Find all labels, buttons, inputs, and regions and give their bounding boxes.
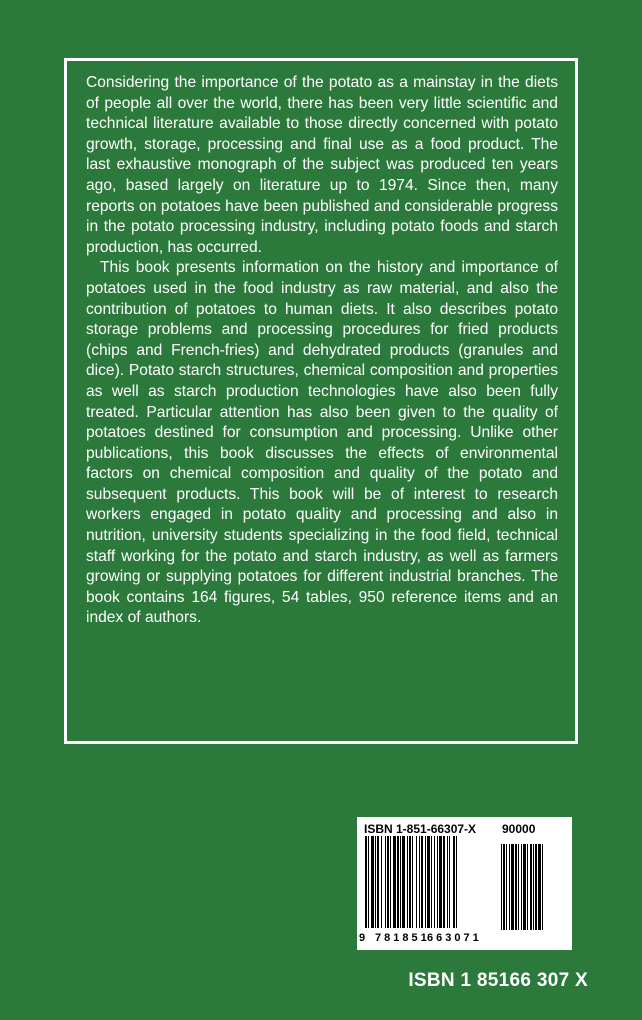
isbn-footer: ISBN 1 85166 307 X [408,970,588,991]
barcode-digit-first: 9 [359,932,366,944]
blurb-paragraph-1: Considering the importance of the potato as a mainstay in the diets of people all over the world, there has been very little scientific and technical literature available to those directly concerned with potato growth, storage, processing and final use as a food product. The last exhaustive monograph of the subject was produced ten years ago, based largely on literature up to 1974. Since then, many reports on potatoes have been published and considerable progress in the potato processing industry, including potato foods and starch production, has occurred. [86,74,558,256]
blurb-paragraph-2: This book presents information on the history and importance of potatoes used in the food industry as raw material, and also the contribution of potatoes to human diets. It also describes potato storage problems and processing procedures for fried products (chips and French-fries) and dehydrated products (granules and dice). Potato starch structures, chemical composition and properties as well as starch production technologies have also been fully treated. Particular attention has also been given to the quality of potatoes destined for consumption and processing. Unlike other publications, this book discusses the effects of environmental factors on chemical composition and quality of the potato and subsequent products. This book will be of interest to research workers engaged in potato quality and processing and also in nutrition, university students specializing in the food field, technical staff working for the potato and starch industry, as well as farmers growing or supplying potatoes for different industrial branches. The book contains 164 figures, 54 tables, 950 reference items and an index of authors. [86,259,558,627]
barcode-isbn-text: ISBN 1-851-66307-X [364,822,477,836]
barcode-label [357,817,572,950]
barcode-digits-left: 781851 [375,932,430,944]
barcode-digits-right: 663071 [427,932,482,944]
back-cover-blurb [86,73,558,629]
barcode-price-code: 90000 [502,822,536,836]
barcode-image [361,836,568,932]
